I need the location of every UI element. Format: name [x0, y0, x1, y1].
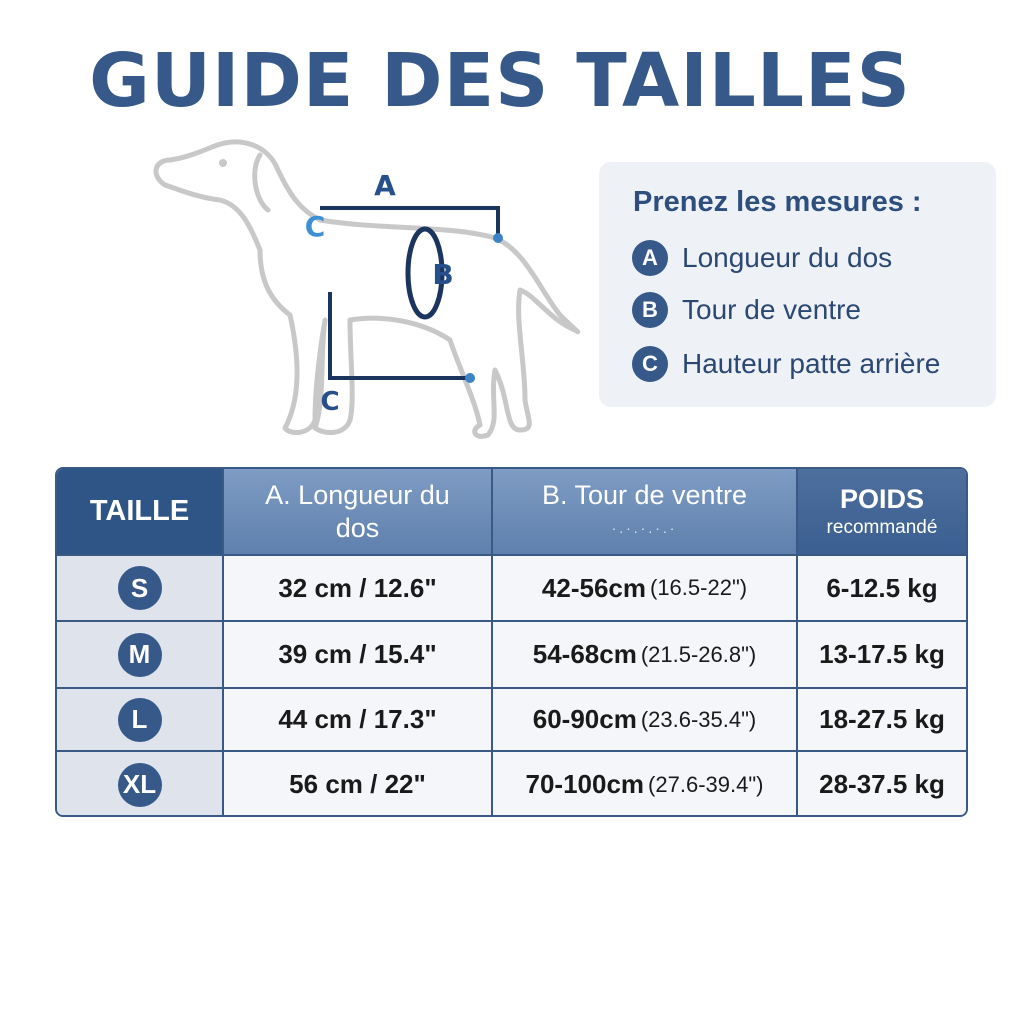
dog-measurement-diagram	[150, 130, 590, 450]
header-weight	[798, 469, 966, 554]
length-cell: 44 cm / 17.3"	[224, 687, 493, 750]
size-badge: S	[118, 566, 162, 610]
girth-cm: 70-100cm	[525, 769, 645, 799]
label-a: A	[374, 169, 396, 202]
header-girth-decoration: ·.·.·.·.·	[611, 519, 678, 536]
girth-cell	[493, 687, 798, 750]
table-row	[57, 750, 966, 817]
size-cell	[57, 554, 224, 620]
instruction-c	[632, 346, 940, 382]
length-cell: 39 cm / 15.4"	[224, 620, 493, 687]
label-b: B	[432, 258, 454, 291]
girth-cm: 54-68cm	[532, 639, 637, 669]
instruction-label: Hauteur patte arrière	[682, 348, 941, 379]
weight-cell: 28-37.5 kg	[798, 750, 966, 817]
girth-cm: 42-56cm	[541, 572, 646, 603]
header-girth	[493, 469, 798, 554]
size-badge: M	[118, 633, 162, 677]
instruction-a	[632, 240, 892, 276]
header-size: TAILLE	[57, 469, 224, 554]
panel-heading: Prenez les mesures :	[633, 186, 922, 218]
girth-cell	[493, 554, 798, 620]
size-cell	[57, 620, 224, 687]
size-badge: XL	[118, 763, 162, 807]
header-weight-sub: recommandé	[826, 517, 938, 538]
girth-in: (27.6-39.4")	[648, 771, 764, 797]
weight-cell: 6-12.5 kg	[798, 554, 966, 620]
girth-in: (23.6-35.4")	[640, 706, 757, 732]
header-weight-label: POIDS	[839, 484, 925, 514]
size-badge: L	[118, 698, 162, 742]
table-row	[57, 620, 966, 687]
table-row	[57, 687, 966, 750]
weight-cell: 18-27.5 kg	[798, 687, 966, 750]
header-length	[224, 469, 493, 554]
badge-c: C	[632, 346, 668, 382]
page-title: GUIDE DES TAILLES	[89, 38, 911, 124]
badge-b: B	[632, 292, 668, 328]
girth-cell	[493, 750, 798, 817]
table-header	[57, 469, 966, 554]
header-length-label: A. Longueur du dos	[265, 479, 450, 543]
weight-cell: 13-17.5 kg	[798, 620, 966, 687]
size-cell	[57, 687, 224, 750]
instruction-b	[632, 292, 861, 328]
instruction-label: Longueur du dos	[682, 242, 893, 273]
length-cell: 32 cm / 12.6"	[224, 554, 493, 620]
badge-a: A	[632, 240, 668, 276]
girth-in: (21.5-26.8")	[640, 641, 757, 667]
label-c-top: C	[304, 210, 326, 243]
measurement-instructions-panel	[599, 162, 996, 407]
size-table	[55, 467, 968, 817]
instruction-label: Tour de ventre	[682, 294, 861, 325]
size-cell	[57, 750, 224, 817]
header-girth-label: B. Tour de ventre	[541, 479, 748, 510]
girth-cell	[493, 620, 798, 687]
girth-in: (16.5-22")	[650, 575, 748, 600]
girth-cm: 60-90cm	[532, 704, 637, 734]
table-row	[57, 554, 966, 620]
label-c-bottom: C	[320, 387, 340, 417]
dog-outline-icon	[156, 142, 578, 436]
length-cell: 56 cm / 22"	[224, 750, 493, 817]
